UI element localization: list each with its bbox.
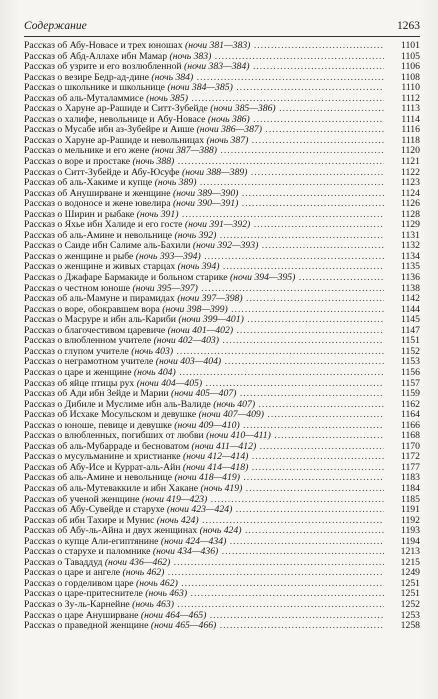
toc-entry-nights: (ночь 407)	[213, 399, 256, 410]
toc-entry-nights: (ночь 463)	[132, 599, 174, 610]
toc-entry-title: Рассказ о женщине и живых старцах	[24, 262, 176, 273]
toc-entry-text	[24, 294, 384, 305]
toc-entry-nights: (ночи 381—383)	[184, 41, 251, 51]
toc-entry-title: Рассказ о Харуне ар-Рашиде и невольницах	[24, 135, 205, 146]
toc-entry	[24, 178, 420, 189]
toc-entry-text	[24, 526, 384, 537]
toc-entry-text	[24, 473, 384, 484]
toc-entry	[24, 315, 420, 326]
toc-entry	[24, 62, 420, 73]
toc-entry	[24, 189, 420, 200]
toc-entry-nights: (ночь 462)	[122, 568, 165, 579]
toc-entry	[24, 94, 420, 105]
toc-entry-text	[24, 125, 384, 136]
toc-entry-text	[24, 199, 384, 210]
toc-entry-page: 1144	[400, 304, 420, 315]
toc-entry	[24, 537, 420, 548]
toc-entry-text	[24, 326, 384, 337]
toc-entry-page: 1135	[400, 262, 420, 273]
toc-entry-text	[24, 379, 384, 390]
toc-entry-text	[24, 484, 384, 495]
toc-entry-text	[24, 600, 384, 611]
toc-entry	[24, 336, 420, 347]
toc-entry	[24, 357, 420, 368]
toc-entry-text	[24, 305, 384, 316]
toc-entry-title: Рассказ о влюбленном учителе	[24, 336, 152, 347]
toc-entry-page: 1252	[400, 599, 420, 610]
toc-entry-nights: (ночь 424)	[156, 515, 199, 526]
toc-entry-text	[24, 611, 384, 622]
toc-entry-page: 1168	[400, 431, 420, 442]
toc-entry	[24, 516, 420, 527]
toc-entry-text	[24, 442, 384, 453]
toc-entry-page: 1251	[400, 578, 420, 589]
toc-entry-title: Рассказ об аль-Хакиме и купце	[24, 178, 153, 189]
toc-entry-text	[24, 516, 384, 527]
toc-entry-nights: (ночи 399—401)	[178, 315, 244, 326]
toc-entry	[24, 431, 420, 442]
toc-entry-nights: (ночи 394—395)	[229, 273, 296, 284]
toc-entry-title: Рассказ о халифе, невольнице и Абу-Новасе	[24, 114, 206, 125]
toc-entry	[24, 442, 420, 453]
toc-entry-text	[24, 220, 384, 231]
toc-entry-text	[24, 178, 384, 189]
toc-entry-page: 1153	[400, 357, 420, 368]
toc-entry-title: Рассказ о Яхье ибн Халиде и его госте	[24, 220, 183, 231]
toc-entry-page: 1132	[400, 241, 420, 252]
toc-entry-title: Рассказ об яйце птицы рух	[24, 378, 135, 389]
toc-entry-nights: (ночи 384—385)	[167, 83, 233, 94]
toc-entry	[24, 294, 420, 305]
toc-entry-page: 1152	[400, 346, 420, 357]
toc-entry-page: 1122	[400, 167, 420, 178]
toc-entry-page: 1121	[400, 157, 420, 168]
toc-entry-nights: (ночь 391)	[136, 209, 179, 220]
toc-entry-page: 1101	[400, 41, 420, 51]
toc-entry-nights: (ночи 387—388)	[151, 146, 217, 157]
toc-entry-title: Рассказ о купце Али-египтянине	[24, 536, 159, 547]
toc-entry-title: Рассказ об аль-Мубарраде и бесноватом	[24, 441, 190, 452]
toc-entry-title: Рассказ о благочестивом царевиче	[24, 325, 166, 336]
toc-entry-text	[24, 83, 384, 94]
toc-entry	[24, 326, 420, 337]
toc-entry-nights: (ночи 392—393)	[192, 241, 259, 252]
toc-entry-text	[24, 284, 384, 295]
toc-entry-title: Рассказ о царе Ануширване	[24, 610, 139, 621]
toc-entry-page: 1251	[400, 589, 420, 600]
toc-entry-text	[24, 389, 384, 400]
toc-entry-nights: (ночь 404)	[133, 367, 176, 378]
toc-entry	[24, 125, 420, 136]
toc-entry-title: Рассказ о царе и ангеле	[24, 568, 121, 579]
toc-entry-page: 1213	[400, 547, 420, 558]
toc-entry	[24, 400, 420, 411]
toc-entry-text	[24, 231, 384, 242]
toc-entry-nights: (ночи 402—403)	[153, 336, 219, 347]
toc-entry-title: Рассказ об Абу-Сувейде и старухе	[24, 505, 165, 516]
toc-entry-nights: (ночь 424)	[199, 526, 242, 537]
page-header	[24, 18, 420, 37]
toc-entry-title: Рассказ о Джафаре Бармакиде и больном старике	[24, 273, 228, 284]
toc-entry-text	[24, 568, 384, 579]
toc-entry-text	[24, 252, 384, 263]
toc-entry-page: 1172	[400, 452, 420, 463]
toc-entry	[24, 410, 420, 421]
toc-entry	[24, 157, 420, 168]
toc-entry-text	[24, 336, 384, 347]
toc-entry-nights: (ночи 386—387)	[196, 125, 262, 136]
toc-entry-title: Рассказ об аль-Амине и невольнице	[24, 473, 173, 484]
toc-entry-text	[24, 347, 384, 358]
toc-entry-text	[24, 273, 384, 284]
toc-entry	[24, 600, 420, 611]
toc-entry-text	[24, 168, 384, 179]
toc-entry-title: Рассказ об Ануширване и женщине	[24, 188, 171, 199]
toc-entry	[24, 473, 420, 484]
toc-entry-text	[24, 421, 384, 432]
toc-entry	[24, 231, 420, 242]
toc-entry-nights: (ночи 389—390)	[172, 188, 239, 199]
toc-entry-nights: (ночи 436—462)	[104, 557, 171, 568]
toc-entry-title: Рассказ о неграмотном учителе	[24, 357, 154, 368]
toc-entry-page: 1128	[400, 209, 420, 220]
toc-entry-nights: (ночь 462)	[135, 578, 178, 589]
toc-entry-title: Рассказ о воре, обокравшем вора	[24, 304, 160, 315]
toc-entry-title: Рассказ о Зу-ль-Карнейне	[24, 599, 130, 610]
toc-entry-page: 1120	[400, 146, 420, 157]
toc-entry-nights: (ночи 418—419)	[174, 473, 240, 484]
toc-entry-page: 1253	[400, 610, 420, 621]
toc-entry-text	[24, 547, 384, 558]
toc-entry-nights: (ночи 385—386)	[210, 104, 276, 115]
toc-entry-text	[24, 400, 384, 411]
toc-entry	[24, 104, 420, 115]
toc-entry-title: Рассказ о Дибиле и Муслиме ибн аль-Валиде	[24, 399, 211, 410]
toc-entry-nights: (ночи 424—434)	[160, 536, 227, 547]
toc-entry-text	[24, 505, 384, 516]
table-of-contents	[24, 41, 420, 632]
toc-entry-text	[24, 495, 384, 506]
toc-entry-text	[24, 558, 384, 569]
toc-entry-nights: (ночь 386)	[207, 114, 250, 125]
toc-entry-title: Рассказ о старухе и паломнике	[24, 547, 151, 558]
toc-entry-page: 1123	[400, 178, 420, 189]
toc-entry-nights: (ночи 391—392)	[184, 220, 251, 231]
toc-entry	[24, 558, 420, 569]
toc-entry-text	[24, 115, 384, 126]
toc-entry-text	[24, 315, 384, 326]
section-title: Содержание	[24, 20, 87, 32]
toc-entry-page: 1114	[401, 114, 420, 125]
toc-entry-text	[24, 146, 384, 157]
toc-entry	[24, 389, 420, 400]
toc-entry-page: 1249	[400, 568, 420, 579]
toc-entry-page: 1162	[400, 399, 420, 410]
toc-entry-page: 1106	[400, 62, 420, 73]
toc-entry	[24, 379, 420, 390]
toc-entry	[24, 484, 420, 495]
toc-entry-nights: (ночь 403)	[131, 346, 174, 357]
toc-entry-nights: (ночи 465—466)	[150, 621, 217, 632]
toc-entry-title: Рассказ о Мусабе ибн аз-Зубейре и Аише	[24, 125, 195, 136]
toc-entry	[24, 505, 420, 516]
toc-entry-text	[24, 41, 384, 52]
toc-entry-page: 1192	[400, 515, 420, 526]
toc-entry-page: 1118	[401, 135, 420, 146]
toc-entry	[24, 168, 420, 179]
toc-entry-nights: (ночи 411—412)	[191, 441, 257, 452]
toc-entry	[24, 568, 420, 579]
toc-entry-title: Рассказ о Саиде ибн Салиме аль-Бахили	[24, 241, 191, 252]
toc-entry-title: Рассказ об ученой женщине	[24, 494, 140, 505]
toc-entry-page: 1113	[401, 104, 420, 115]
toc-entry	[24, 52, 420, 63]
toc-entry-page: 1134	[400, 251, 420, 262]
toc-entry	[24, 547, 420, 558]
toc-entry-nights: (ночь 383)	[169, 51, 212, 62]
toc-entry-text	[24, 136, 384, 147]
toc-entry-title: Рассказ об аль-Муталаммисе	[24, 93, 144, 104]
toc-entry-title: Рассказ о мусульманине и христианке	[24, 452, 181, 463]
toc-entry-page: 1136	[400, 273, 420, 284]
toc-entry-title: Рассказ об ибн Тахире и Мунис	[24, 515, 155, 526]
toc-entry	[24, 284, 420, 295]
toc-entry-text	[24, 73, 384, 84]
toc-entry	[24, 252, 420, 263]
toc-entry	[24, 579, 420, 590]
toc-entry-nights: (ночь 385)	[146, 93, 188, 104]
toc-entry-title: Рассказ об Абу-Исе и Куррат-аль-Айн	[24, 462, 181, 473]
toc-entry-nights: (ночи 388—389)	[181, 167, 248, 178]
toc-entry	[24, 452, 420, 463]
toc-entry-page: 1159	[400, 389, 420, 400]
toc-entry-page: 1108	[400, 72, 420, 83]
toc-entry-title: Рассказ о честном юноше	[24, 283, 131, 294]
toc-entry-nights: (ночи 412—414)	[182, 452, 249, 463]
toc-entry	[24, 621, 420, 632]
toc-entry-text	[24, 589, 384, 600]
toc-entry-title: Рассказ о Ширин и рыбаке	[24, 209, 135, 220]
toc-entry-title: Рассказ о царе-притеснителе	[24, 589, 143, 600]
toc-entry-nights: (ночь 388)	[132, 157, 175, 168]
toc-entry-page: 1116	[401, 125, 420, 136]
toc-entry-title: Рассказ о мельнике и его жене	[24, 146, 150, 157]
toc-entry-text	[24, 463, 384, 474]
toc-entry-page: 1185	[400, 494, 420, 505]
toc-entry	[24, 73, 420, 84]
toc-entry-text	[24, 104, 384, 115]
toc-entry-title: Рассказ об Ади ибн Зейде и Марии	[24, 389, 169, 400]
toc-entry-text	[24, 368, 384, 379]
toc-entry-title: Рассказ о воре и простаке	[24, 157, 131, 168]
toc-entry-text	[24, 189, 384, 200]
toc-entry-page: 1170	[400, 441, 420, 452]
toc-entry-title: Рассказ об аль-Амине и невольнице	[24, 230, 173, 241]
toc-entry-text	[24, 621, 384, 632]
toc-entry-nights: (ночи 414—418)	[182, 462, 249, 473]
toc-entry-page: 1215	[400, 557, 420, 568]
toc-entry	[24, 83, 420, 94]
toc-entry-nights: (ночи 410—411)	[206, 431, 271, 442]
toc-entry-nights: (ночи 390—391)	[172, 199, 239, 210]
toc-entry-nights: (ночи 403—404)	[155, 357, 222, 368]
toc-entry-page: 1191	[400, 505, 420, 516]
toc-entry	[24, 146, 420, 157]
toc-entry-title: Рассказ о Харуне ар-Рашиде и Ситт-Зубейде	[24, 104, 208, 115]
toc-entry	[24, 241, 420, 252]
toc-entry-title: Рассказ об аль-Мутеваккиле и ибн Хакане	[24, 483, 199, 494]
toc-entry-nights: (ночи 434—436)	[152, 547, 219, 558]
toc-entry-nights: (ночи 423—424)	[166, 505, 233, 516]
toc-entry-nights: (ночь 463)	[145, 589, 188, 600]
toc-entry-page: 1105	[400, 51, 420, 62]
toc-entry	[24, 305, 420, 316]
toc-entry-title: Рассказ о Таваддуд	[24, 557, 103, 568]
toc-entry-text	[24, 579, 384, 590]
toc-entry	[24, 262, 420, 273]
toc-entry-title: Рассказ об Абу-ль-Айна и двух женщинах	[24, 526, 198, 537]
toc-entry-page: 1164	[400, 410, 420, 421]
toc-entry-title: Рассказ о женщине и рыбе	[24, 251, 134, 262]
toc-entry-page: 1193	[400, 526, 420, 537]
toc-entry-title: Рассказ об Абд-Аллахе ибн Мамар	[24, 51, 168, 62]
toc-entry-text	[24, 157, 384, 168]
toc-entry	[24, 589, 420, 600]
toc-entry-text	[24, 262, 384, 273]
toc-entry-title: Рассказ об Исхаке Мосульском и девушке	[24, 410, 197, 421]
toc-entry-title: Рассказ о везире Бедр-ад-дине	[24, 72, 149, 83]
toc-entry-page: 1157	[400, 378, 420, 389]
toc-entry	[24, 611, 420, 622]
toc-entry-page: 1129	[400, 220, 420, 231]
toc-entry-title: Рассказ об Абу-Новасе и трех юношах	[24, 41, 183, 51]
toc-entry-text	[24, 431, 384, 442]
toc-entry-text	[24, 357, 384, 368]
toc-entry-nights: (ночь 384)	[151, 72, 194, 83]
toc-entry	[24, 41, 420, 52]
toc-entry	[24, 136, 420, 147]
toc-entry-title: Рассказ о царе и женщине	[24, 367, 132, 378]
toc-entry-page: 1142	[400, 294, 420, 305]
toc-entry-title: Рассказ о водоносе и жене ювелира	[24, 199, 171, 210]
toc-entry	[24, 273, 420, 284]
toc-entry-page: 1147	[400, 325, 420, 336]
toc-entry-page: 1183	[400, 473, 420, 484]
toc-entry-title: Рассказ об аль-Мамуне и пирамидах	[24, 294, 175, 305]
toc-entry-page: 1126	[400, 199, 420, 210]
toc-entry	[24, 115, 420, 126]
toc-entry	[24, 463, 420, 474]
toc-entry-nights: (ночи 464—465)	[140, 610, 207, 621]
toc-entry-title: Рассказ о Ситт-Зубейде и Абу-Юсуфе	[24, 167, 180, 178]
toc-entry-page: 1258	[400, 621, 420, 632]
toc-entry-nights: (ночь 387)	[206, 135, 249, 146]
toc-entry-nights: (ночь 394)	[177, 262, 220, 273]
toc-entry-nights: (ночи 398—399)	[162, 304, 228, 315]
toc-entry-nights: (ночи 419—423)	[141, 494, 208, 505]
toc-entry-nights: (ночи 397—398)	[177, 294, 243, 305]
toc-entry-page: 1138	[400, 283, 420, 294]
toc-entry-nights: (ночи 383—384)	[184, 62, 250, 73]
toc-entry-text	[24, 62, 384, 73]
toc-entry-title: Рассказ о школьнике и школьнице	[24, 83, 165, 94]
toc-entry	[24, 210, 420, 221]
toc-entry-nights: (ночи 404—405)	[136, 378, 203, 389]
toc-entry-page: 1194	[400, 536, 420, 547]
toc-entry-nights: (ночь 392)	[174, 230, 217, 241]
toc-entry-title: Рассказ о влюбленных, погибших от любви	[24, 431, 204, 442]
toc-entry-page: 1131	[400, 230, 420, 241]
toc-entry-nights: (ночь 393—394)	[135, 251, 201, 262]
toc-entry-nights: (ночь 419)	[200, 483, 243, 494]
toc-entry-title: Рассказ о праведной женщине	[24, 621, 149, 632]
toc-entry-page: 1112	[401, 93, 420, 104]
toc-entry	[24, 495, 420, 506]
toc-entry	[24, 199, 420, 210]
toc-entry-page: 1151	[400, 336, 420, 347]
toc-entry-text	[24, 537, 384, 548]
toc-entry-text	[24, 410, 384, 421]
toc-entry-nights: (ночи 407—409)	[198, 410, 264, 421]
toc-entry-text	[24, 210, 384, 221]
toc-entry-page: 1184	[400, 483, 420, 494]
toc-entry-page: 1145	[400, 315, 420, 326]
toc-entry-nights: (ночи 405—407)	[170, 389, 237, 400]
toc-entry-nights: (ночи 401—402)	[167, 325, 234, 336]
toc-entry	[24, 421, 420, 432]
toc-entry-page: 1166	[400, 420, 420, 431]
toc-entry-page: 1156	[400, 367, 420, 378]
page-number: 1263	[397, 20, 420, 32]
toc-entry	[24, 526, 420, 537]
toc-entry	[24, 368, 420, 379]
toc-entry-page: 1110	[401, 83, 420, 94]
toc-entry-nights: (ночи 395—397)	[132, 283, 198, 294]
toc-entry-title: Рассказ о горделивом царе	[24, 578, 134, 589]
toc-entry-text	[24, 452, 384, 463]
toc-entry-nights: (ночи 409—410)	[174, 420, 240, 431]
toc-entry	[24, 347, 420, 358]
toc-entry-text	[24, 241, 384, 252]
toc-entry-title: Рассказ об узрите и его возлюбленной	[24, 62, 182, 73]
toc-entry-text	[24, 52, 384, 63]
toc-entry-nights: (ночь 389)	[154, 178, 197, 189]
toc-entry-title: Рассказ о юноше, певице и девушке	[24, 420, 172, 431]
toc-entry-title: Рассказ о Масруре и ибн аль-Кариби	[24, 315, 176, 326]
toc-entry-page: 1124	[400, 188, 420, 199]
toc-entry-text	[24, 94, 384, 105]
toc-entry-title: Рассказ о глупом учителе	[24, 346, 129, 357]
toc-entry-page: 1177	[400, 462, 420, 473]
toc-entry	[24, 220, 420, 231]
